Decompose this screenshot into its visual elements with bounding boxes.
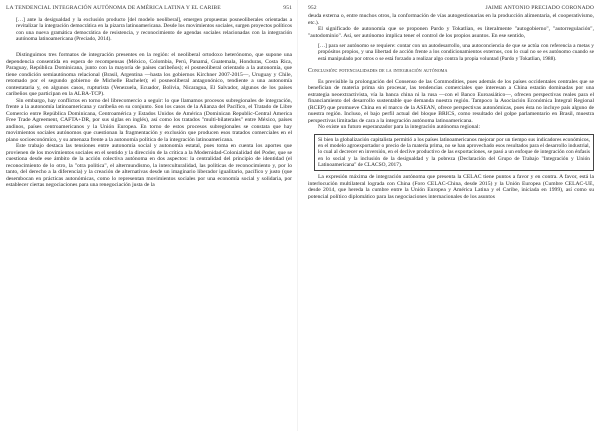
paragraph: El significado de autonomía que se proponen Pardo y Tokatlian, es literalmente "autogobierno", "autorregulación", "autodominio". Así, ser autónomo implica tener el control de los propios asuntos. En ese sentido,	[308, 26, 594, 39]
paragraph: Este trabajo destaca las tensiones entre autonomía social y autonomía estatal, pues toma en cuenta los aportes que provienen de los movimientos sociales en el sentido y la dirección de la crítica a la Modernidad-Colonialidad del Poder, que se cuestiona desde ese ámbito de la acción colectiva autónoma en dos aspectos: la centralidad del principio de identidad (el reconocimiento de lo otro, la "otra política", el altermundismo, la interculturalidad, las políticas de reconocimiento y, por lo tanto, del derecho a la diferencia) y la creación de alternativas desde un imaginario liberador igualitario, pacífico y justo (que desembocan en prácticas autonómicas, como lo representan movimientos sociales por una economía social y solidaria, por establecer ciertas negociaciones para una renegociación justa de la	[6, 143, 292, 189]
page-gutter	[297, 0, 298, 431]
paragraph: Distinguimos tres formatos de integración presentes en la región: el neoliberal ortodoxo heterónomo, que supone una dependencia consentida en espera de recompensas (México, Colombia, Perú, Panamá, Guatemala, Honduras, Costa Rica, Paraguay, República Dominicana, junto con la mayoría de países caribeños); el posneoliberal orientado a la autonomía, que tiene condición semiautónoma relacional (Brasil, Argentina —hasta los gobiernos Kirchner 2007-2015—, Uruguay y Chile, retomado por el segundo gobierno de Michelle Bachelet); el posneoliberal antagonónico, tendiente a una autonomía contestataria y, en algunos casos, rupturista (Venezuela, Ecuador, Bolivia, Nicaragua, El Salvador, algunos de los países caribeños que participan en la ALBA-TCP).	[6, 52, 292, 98]
right-page-header	[308, 4, 594, 13]
paragraph: La expresión máxima de integración autónoma que presenta la CELAC tiene puntos a favor y en contra. A favor, está la interlocución multilateral lograda con China (Foro CELAC-China, desde 2015) y la Unión Europea (Cumbre CELAC-UE, desde 2014, que hereda la cumbre entre la Unión Europea y América Latina y el Caribe, iniciada en 1999), así como su potencial político diplomático para las negociaciones internacionales de los asuntos	[308, 174, 594, 200]
running-title: LA TENDENCIAL INTEGRACIÓN AUTÓNOMA DE AMÉRICA LATINA Y EL CARIBE	[6, 5, 221, 11]
block-quote: […] ante la desigualdad y la exclusión producto [del modelo neoliberal], emergen propuestas posneoliberales orientadas a revitalizar la integración democrática en la pizarra latinoamericana. Desde los movimientos sociales, surgen proyectos políticos con una nueva gramática democrática de resistencia, y reconocimiento de agendas sociales relacionadas con la integración autónoma latinoamericana (Preciado, 2014).	[16, 17, 292, 42]
paragraph: No existe un futuro esperanzador para la integración autónoma regional:	[318, 124, 481, 131]
right-page-number: 952	[308, 5, 317, 11]
boxed-quote-text: Si bien la globalización capitalista permitió a los países latinoamericanos mejorar por un tiempo sus indicadores económicos, en el modelo agroexportador o precio de la materia prima, no se han aprovechado esos resultados para el desarrollo industrial, lo cual al decrecer en inversión, en el declive productivo de las exportaciones, se pasó a un enfoque de integración con énfasis en lo social y la inclusión de la desigualdad y la pobreza (Declaración del Grupo de Trabajo "Integración y Unión Latinoamericana" de CLACSO, 2017).	[318, 136, 590, 169]
paragraph: Sin embargo, hay conflictos en torno del librecomercio a seguir: lo que llamamos procesos subregionales de integración, frente a la autonomía latinoamericana y caribeña en su conjunto. Son los casos de la Alianza del Pacífico, el Tratado de Libre Comercio entre República Dominicana, Centroamérica y Estados Unidos de América (Dominican Republic-Central America Free Trade Agreement, CAFTA+DR, por sus siglas en inglés), así como los tratados "multi-bilaterales" entre México, países andinos, países centroamericanos y la Unión Europea. En torno de estos procesos subregionales se constata que hay movimientos sociales autónomos que cuestionan la fragmentación y exclusión que producen esos tratados comerciales en el plano socioeconómico, y su amenaza frente a la autonomía política de la integración latinoamericana.	[6, 97, 292, 143]
left-page	[6, 4, 292, 189]
left-page-header	[6, 4, 292, 13]
section-heading: Conclusión: potencialidades de la integración autónoma	[308, 67, 448, 74]
running-author: JAIME ANTONIO PRECIADO CORONADO	[485, 5, 594, 11]
paragraph: deuda externa o, entre muchos otros, la conformación de vías autogestionarias en la producción alimentaria, el cooperativismo, etc.).	[308, 13, 594, 26]
boxed-quote	[314, 134, 594, 171]
right-page	[308, 4, 594, 200]
paragraph: Es previsible la prolongación del Consenso de las Commodities, pues además de los países occidentales centrales que se benefician de materia prima sin procesar, las tendencias comerciales que interesan a China estarán dominadas por una estrategia neoextractivista, vía la banca china ni la rusa —con el Banco Euroasiático—, ofrecen perspectivas reales para el financiamiento del desarrollo sustentable que demanda nuestra región. Tampoco la Asociación Económica Integral Regional (RCEP) que promueve China en el marco de la ASEAN, ofrece perspectivas autonómicas, pues ésta no incluye país alguno de nuestra región. Incluso, el bajo perfil actual del bloque BRICS, como resultado del golpe parlamentario en Brasil, muestra perspectivas limitadas de cara a la integración autónoma latinoamericana.	[308, 78, 594, 124]
block-quote: […] para ser autónomo se requiere: contar con un autodesarrollo, una autoconciencia de que se actúa con referencia a metas y propósitos propios, y una libertad de acción frente a los condicionamientos externos, con lo cual no se es autónomo cuando se está manipulado por otros o se está forzado a realizar algo contra la propia voluntad (Pardo y Tokatlian, 1988).	[318, 43, 594, 62]
left-page-number: 951	[283, 5, 292, 11]
